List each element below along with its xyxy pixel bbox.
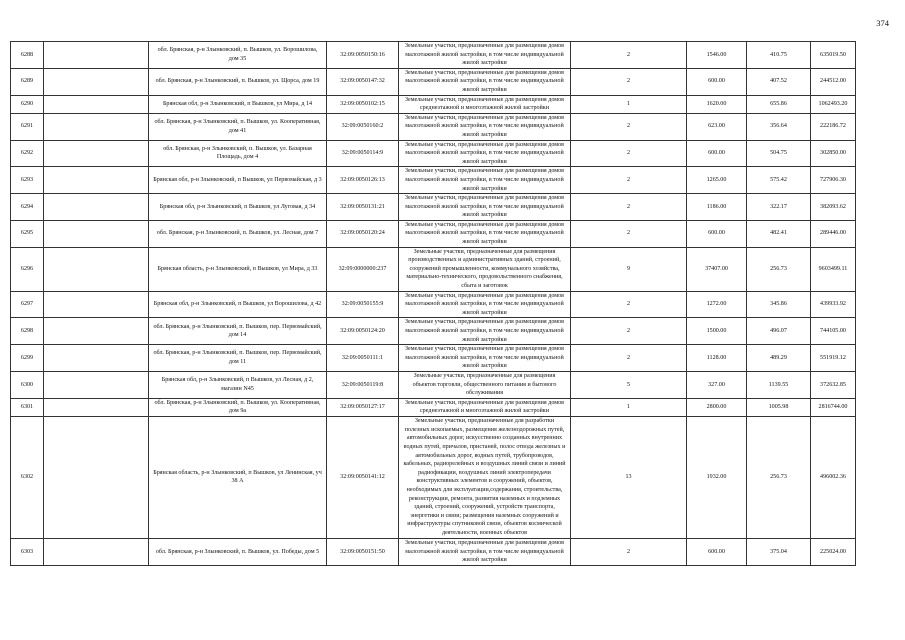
table-row bbox=[11, 68, 856, 95]
cadastral-value-cell: 9603499.11 bbox=[811, 247, 856, 291]
use-group-cell: 2 bbox=[571, 42, 687, 69]
table-row bbox=[11, 318, 856, 345]
cadastral-number-cell: 32:09:0050147:32 bbox=[327, 68, 399, 95]
cadastral-value-cell: 727906.30 bbox=[811, 167, 856, 194]
specific-value-cell: 482.41 bbox=[747, 220, 811, 247]
row-number-cell: 6288 bbox=[11, 42, 44, 69]
table-row bbox=[11, 95, 856, 113]
cadastral-number-cell: 32:09:0050120:24 bbox=[327, 220, 399, 247]
specific-value-cell: 496.07 bbox=[747, 318, 811, 345]
use-group-cell: 2 bbox=[571, 167, 687, 194]
address-cell: Брянская обл, р-н Злынковский, п Вышков, ул Ворошилова, д 42 bbox=[149, 291, 327, 318]
specific-value-cell: 345.86 bbox=[747, 291, 811, 318]
area-cell: 37407.00 bbox=[687, 247, 747, 291]
address-cell: Брянская область, р-н Злынковский, п Вышков, ул Мира, д 33 bbox=[149, 247, 327, 291]
table-row bbox=[11, 194, 856, 221]
cadastral-valuation-table bbox=[10, 41, 856, 566]
cadastral-value-cell: 496002.36 bbox=[811, 416, 856, 538]
land-use-cell: Земельные участки, предназначенные для размещения домов малоэтажной жилой застройки, в том числе индивидуальной жилой застройки bbox=[399, 318, 571, 345]
address-cell: Брянская обл, р-н Злынковский, п Вышков, ул Первомайская, д 3 bbox=[149, 167, 327, 194]
address-cell: обл. Брянская, р-н Злынковский, п. Вышков, ул. Лесная, дом 7 bbox=[149, 220, 327, 247]
table-row bbox=[11, 345, 856, 372]
use-group-cell: 2 bbox=[571, 345, 687, 372]
row-number-cell: 6296 bbox=[11, 247, 44, 291]
specific-value-cell: 375.04 bbox=[747, 538, 811, 565]
row-number-cell: 6292 bbox=[11, 140, 44, 167]
area-cell: 1620.00 bbox=[687, 95, 747, 113]
cadastral-value-cell: 382093.62 bbox=[811, 194, 856, 221]
specific-value-cell: 575.42 bbox=[747, 167, 811, 194]
cadastral-value-cell: 222186.72 bbox=[811, 113, 856, 140]
row-number-cell: 6302 bbox=[11, 416, 44, 538]
use-group-cell: 5 bbox=[571, 371, 687, 398]
blank-cell bbox=[44, 194, 149, 221]
blank-cell bbox=[44, 345, 149, 372]
address-cell: обл. Брянская, р-н Злынковский, п. Вышков, ул. Победы, дом 5 bbox=[149, 538, 327, 565]
land-use-cell: Земельные участки, предназначенные для размещения домов среднеэтажной и многоэтажной жилой застройки bbox=[399, 95, 571, 113]
land-use-cell: Земельные участки, предназначенные для размещения домов малоэтажной жилой застройки, в том числе индивидуальной жилой застройки bbox=[399, 42, 571, 69]
address-cell: Брянская обл, р-н Злынковский, п Вышков, ул Лесная, д 2, магазин N45 bbox=[149, 371, 327, 398]
specific-value-cell: 655.86 bbox=[747, 95, 811, 113]
land-use-cell: Земельные участки, предназначенные для разработки полезных ископаемых, размещения железнодорожных путей, автомобильных дорог, искусственно созданных внутренних водных путей, причалов, пристаней, полос отвода железных и автомобильных дорог, водных путей, трубопроводов, кабельных, радиорелейных и воздушных линий связи и линий радиофикации, воздушных линий электропередачи конструктивных элементов и сооружений, объектов, необходимых для эксплуатации,содержания, строительства, реконструкции, ремонта, развития наземных и подземных зданий, строений, сооружений, устройств транспорта, энергетики и связи; размещения наземных сооружений и инфраструктуры спутниковой связи, объектов космической деятельности, военных объектов bbox=[399, 416, 571, 538]
specific-value-cell: 1139.55 bbox=[747, 371, 811, 398]
specific-value-cell: 256.73 bbox=[747, 247, 811, 291]
table-row bbox=[11, 371, 856, 398]
blank-cell bbox=[44, 167, 149, 194]
blank-cell bbox=[44, 113, 149, 140]
area-cell: 1265.00 bbox=[687, 167, 747, 194]
area-cell: 600.00 bbox=[687, 140, 747, 167]
area-cell: 600.00 bbox=[687, 538, 747, 565]
area-cell: 1546.00 bbox=[687, 42, 747, 69]
land-use-cell: Земельные участки, предназначенные для размещения домов малоэтажной жилой застройки, в том числе индивидуальной жилой застройки bbox=[399, 538, 571, 565]
row-number-cell: 6293 bbox=[11, 167, 44, 194]
area-cell: 1932.00 bbox=[687, 416, 747, 538]
row-number-cell: 6290 bbox=[11, 95, 44, 113]
table-row bbox=[11, 113, 856, 140]
cadastral-number-cell: 32:09:0050160:2 bbox=[327, 113, 399, 140]
specific-value-cell: 410.75 bbox=[747, 42, 811, 69]
table-row bbox=[11, 416, 856, 538]
row-number-cell: 6289 bbox=[11, 68, 44, 95]
blank-cell bbox=[44, 398, 149, 416]
row-number-cell: 6295 bbox=[11, 220, 44, 247]
table-row bbox=[11, 398, 856, 416]
table-row bbox=[11, 291, 856, 318]
row-number-cell: 6300 bbox=[11, 371, 44, 398]
blank-cell bbox=[44, 95, 149, 113]
address-cell: обл. Брянская, р-н Злынковский, п. Вышков, ул. Щорса, дом 19 bbox=[149, 68, 327, 95]
use-group-cell: 13 bbox=[571, 416, 687, 538]
row-number-cell: 6303 bbox=[11, 538, 44, 565]
specific-value-cell: 356.64 bbox=[747, 113, 811, 140]
address-cell: обл. Брянская, р-н Злынковский, п. Вышков, ул. Базарная Площадь, дом 4 bbox=[149, 140, 327, 167]
cadastral-number-cell: 32:09:0050126:13 bbox=[327, 167, 399, 194]
cadastral-number-cell: 32:09:0050111:1 bbox=[327, 345, 399, 372]
blank-cell bbox=[44, 291, 149, 318]
cadastral-number-cell: 32:09:0050124:20 bbox=[327, 318, 399, 345]
cadastral-value-cell: 302850.00 bbox=[811, 140, 856, 167]
cadastral-value-cell: 744105.00 bbox=[811, 318, 856, 345]
table-row bbox=[11, 42, 856, 69]
table-row bbox=[11, 538, 856, 565]
specific-value-cell: 1005.98 bbox=[747, 398, 811, 416]
land-use-cell: Земельные участки, предназначенные для размещения производственных и административных зданий, строений, сооружений промышленности, коммунального хозяйства, материально-технического, продовольственного снабжения, сбыта и заготовок bbox=[399, 247, 571, 291]
area-cell: 1500.00 bbox=[687, 318, 747, 345]
use-group-cell: 2 bbox=[571, 113, 687, 140]
area-cell: 600.00 bbox=[687, 220, 747, 247]
address-cell: Брянская обл, р-н Злынковский, п Вышков, ул Мира, д 14 bbox=[149, 95, 327, 113]
area-cell: 1186.00 bbox=[687, 194, 747, 221]
cadastral-number-cell: 32:09:0050151:50 bbox=[327, 538, 399, 565]
row-number-cell: 6298 bbox=[11, 318, 44, 345]
specific-value-cell: 407.52 bbox=[747, 68, 811, 95]
cadastral-value-cell: 551919.12 bbox=[811, 345, 856, 372]
cadastral-value-cell: 2816744.00 bbox=[811, 398, 856, 416]
blank-cell bbox=[44, 416, 149, 538]
address-cell: обл. Брянская, р-н Злынковский, п. Вышков, ул. Ворошилова, дом 35 bbox=[149, 42, 327, 69]
blank-cell bbox=[44, 140, 149, 167]
address-cell: Брянская область, р-н Злынковский, п Вышков, ул Ленинская, уч 38 А bbox=[149, 416, 327, 538]
row-number-cell: 6297 bbox=[11, 291, 44, 318]
use-group-cell: 2 bbox=[571, 68, 687, 95]
address-cell: обл. Брянская, р-н Злынковский, п. Вышков, ул. Кооперативная, дом 41 bbox=[149, 113, 327, 140]
area-cell: 1128.00 bbox=[687, 345, 747, 372]
use-group-cell: 2 bbox=[571, 140, 687, 167]
specific-value-cell: 322.17 bbox=[747, 194, 811, 221]
land-use-cell: Земельные участки, предназначенные для размещения домов среднеэтажной и многоэтажной жилой застройки bbox=[399, 398, 571, 416]
row-number-cell: 6294 bbox=[11, 194, 44, 221]
use-group-cell: 1 bbox=[571, 95, 687, 113]
row-number-cell: 6299 bbox=[11, 345, 44, 372]
page-number: 374 bbox=[876, 18, 889, 28]
blank-cell bbox=[44, 247, 149, 291]
blank-cell bbox=[44, 220, 149, 247]
land-use-cell: Земельные участки, предназначенные для размещения домов малоэтажной жилой застройки, в том числе индивидуальной жилой застройки bbox=[399, 68, 571, 95]
specific-value-cell: 504.75 bbox=[747, 140, 811, 167]
land-use-cell: Земельные участки, предназначенные для размещения домов малоэтажной жилой застройки, в том числе индивидуальной жилой застройки bbox=[399, 167, 571, 194]
specific-value-cell: 256.73 bbox=[747, 416, 811, 538]
land-use-cell: Земельные участки, предназначенные для размещения домов малоэтажной жилой застройки, в том числе индивидуальной жилой застройки bbox=[399, 140, 571, 167]
area-cell: 2800.00 bbox=[687, 398, 747, 416]
address-cell: обл. Брянская, р-н Злынковский, п. Вышков, ул. Кооперативная, дом 9а bbox=[149, 398, 327, 416]
address-cell: обл. Брянская, р-н Злынковский, п. Вышков, пер. Первомайский, дом 14 bbox=[149, 318, 327, 345]
area-cell: 600.00 bbox=[687, 68, 747, 95]
use-group-cell: 2 bbox=[571, 318, 687, 345]
cadastral-value-cell: 289446.00 bbox=[811, 220, 856, 247]
land-use-cell: Земельные участки, предназначенные для размещения домов малоэтажной жилой застройки, в том числе индивидуальной жилой застройки bbox=[399, 113, 571, 140]
blank-cell bbox=[44, 68, 149, 95]
area-cell: 1272.00 bbox=[687, 291, 747, 318]
use-group-cell: 9 bbox=[571, 247, 687, 291]
cadastral-number-cell: 32:09:0050102:15 bbox=[327, 95, 399, 113]
table-row bbox=[11, 140, 856, 167]
blank-cell bbox=[44, 371, 149, 398]
land-use-cell: Земельные участки, предназначенные для размещения домов малоэтажной жилой застройки, в том числе индивидуальной жилой застройки bbox=[399, 220, 571, 247]
cadastral-number-cell: 32:09:0050119:8 bbox=[327, 371, 399, 398]
table-body bbox=[11, 42, 856, 566]
cadastral-value-cell: 635019.50 bbox=[811, 42, 856, 69]
cadastral-number-cell: 32:09:0050141:12 bbox=[327, 416, 399, 538]
use-group-cell: 2 bbox=[571, 291, 687, 318]
cadastral-number-cell: 32:09:0050155:9 bbox=[327, 291, 399, 318]
address-cell: Брянская обл, р-н Злынковский, п Вышков, ул Луговая, д 34 bbox=[149, 194, 327, 221]
land-use-cell: Земельные участки, предназначенные для размещения домов малоэтажной жилой застройки, в том числе индивидуальной жилой застройки bbox=[399, 291, 571, 318]
cadastral-value-cell: 225024.00 bbox=[811, 538, 856, 565]
land-use-cell: Земельные участки, предназначенные для размещения домов малоэтажной жилой застройки, в том числе индивидуальной жилой застройки bbox=[399, 345, 571, 372]
use-group-cell: 1 bbox=[571, 398, 687, 416]
table-row bbox=[11, 220, 856, 247]
row-number-cell: 6291 bbox=[11, 113, 44, 140]
cadastral-number-cell: 32:09:0000000:237 bbox=[327, 247, 399, 291]
row-number-cell: 6301 bbox=[11, 398, 44, 416]
cadastral-value-cell: 244512.00 bbox=[811, 68, 856, 95]
area-cell: 327.00 bbox=[687, 371, 747, 398]
land-use-cell: Земельные участки, предназначенные для размещения домов малоэтажной жилой застройки, в том числе индивидуальной жилой застройки bbox=[399, 194, 571, 221]
use-group-cell: 2 bbox=[571, 220, 687, 247]
address-cell: обл. Брянская, р-н Злынковский, п. Вышков, пер. Первомайский, дом 11 bbox=[149, 345, 327, 372]
cadastral-value-cell: 439933.92 bbox=[811, 291, 856, 318]
cadastral-number-cell: 32:09:0050131:21 bbox=[327, 194, 399, 221]
blank-cell bbox=[44, 538, 149, 565]
cadastral-value-cell: 372632.85 bbox=[811, 371, 856, 398]
area-cell: 623.00 bbox=[687, 113, 747, 140]
table-row bbox=[11, 167, 856, 194]
specific-value-cell: 489.29 bbox=[747, 345, 811, 372]
use-group-cell: 2 bbox=[571, 538, 687, 565]
land-use-cell: Земельные участки, предназначенные для размещения объектов торговли, общественного питания и бытового обслуживания bbox=[399, 371, 571, 398]
cadastral-value-cell: 1062493.20 bbox=[811, 95, 856, 113]
table-row bbox=[11, 247, 856, 291]
cadastral-number-cell: 32:09:0050150:16 bbox=[327, 42, 399, 69]
cadastral-number-cell: 32:09:0050114:9 bbox=[327, 140, 399, 167]
blank-cell bbox=[44, 42, 149, 69]
use-group-cell: 2 bbox=[571, 194, 687, 221]
cadastral-number-cell: 32:09:0050127:17 bbox=[327, 398, 399, 416]
blank-cell bbox=[44, 318, 149, 345]
